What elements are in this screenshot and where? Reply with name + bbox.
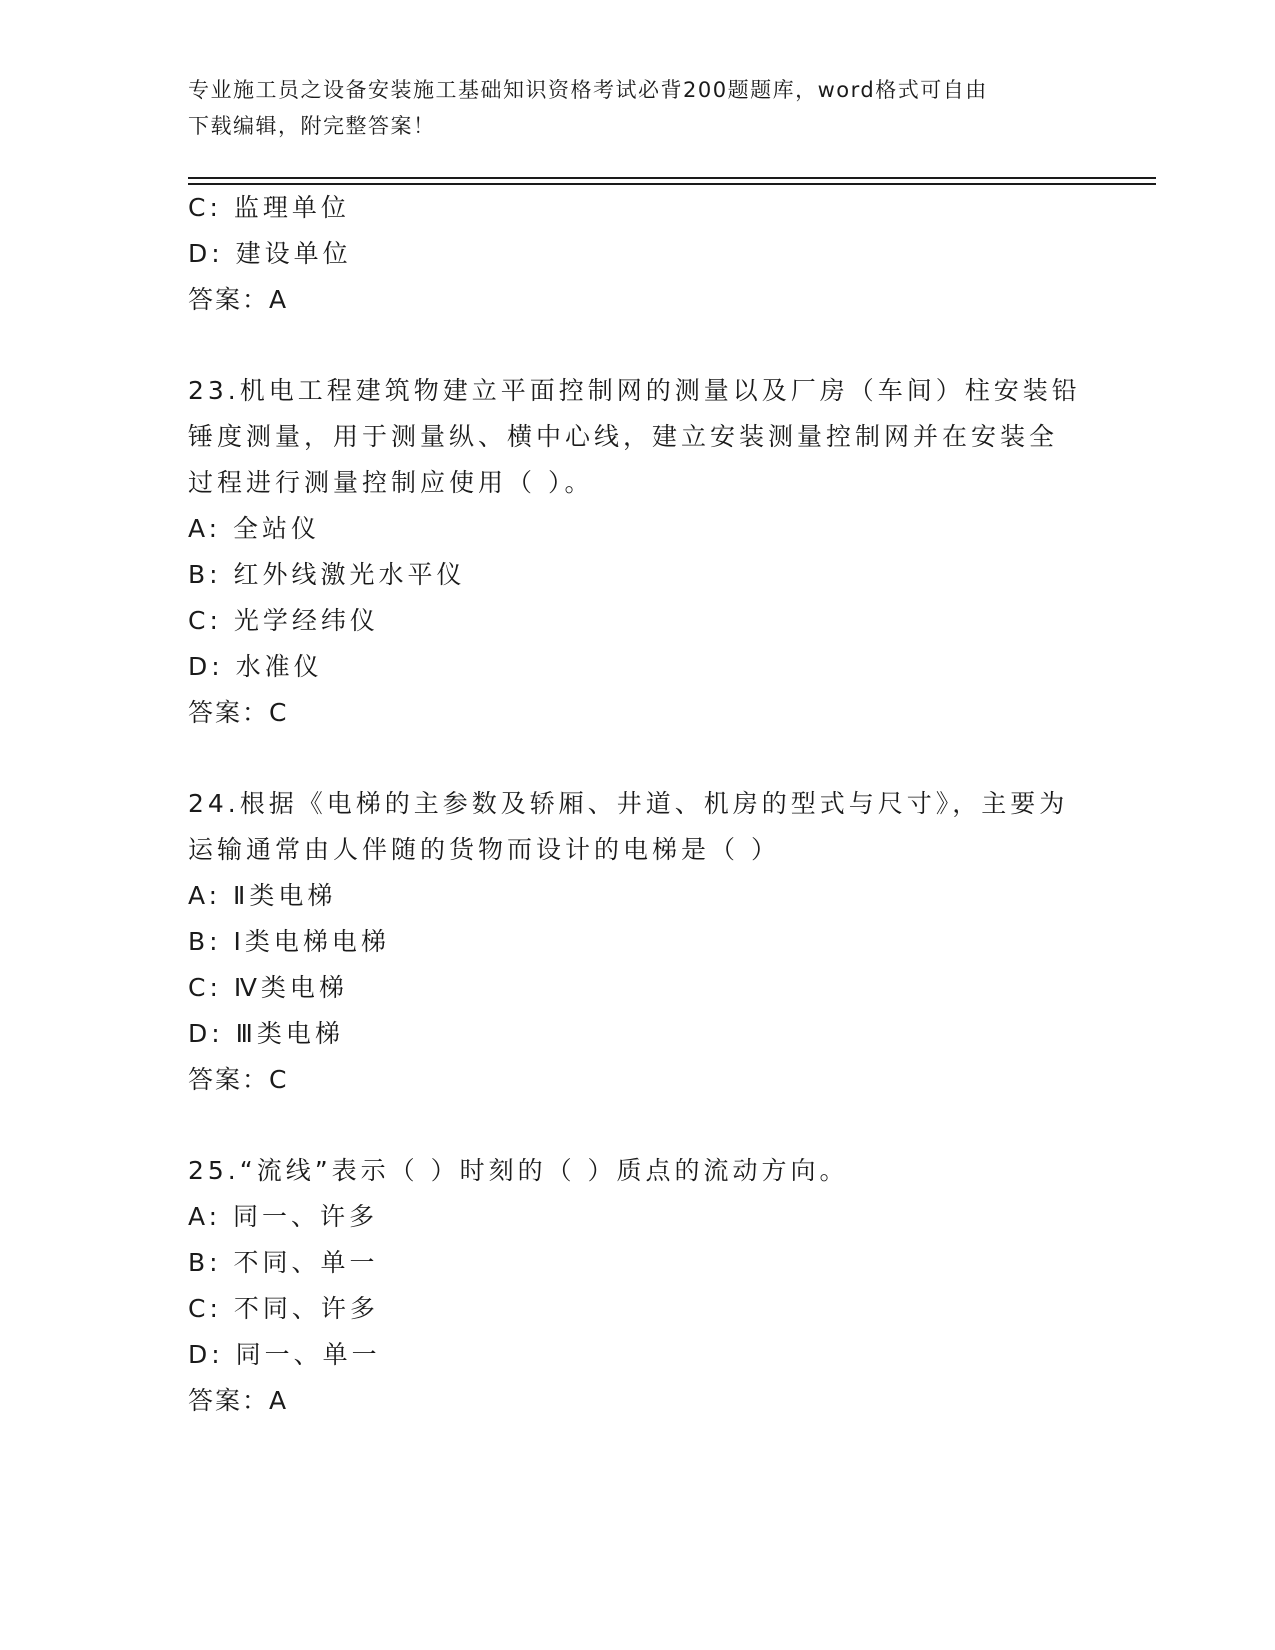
option-c: C: Ⅳ类电梯 bbox=[188, 973, 348, 1002]
question-stem-line: 24.根据《电梯的主参数及轿厢、井道、机房的型式与尺寸》，主要为 bbox=[188, 789, 1069, 818]
option-b: B: 不同、单一 bbox=[188, 1248, 379, 1277]
option-d: D: 水准仪 bbox=[188, 652, 323, 681]
question-stem-line: 过程进行测量控制应使用（ ）。 bbox=[188, 468, 594, 497]
question-25 bbox=[188, 1148, 1088, 1424]
option-b: B: 红外线激光水平仪 bbox=[188, 560, 466, 589]
option-a: A: 全站仪 bbox=[188, 514, 321, 543]
option-c: C: 监理单位 bbox=[188, 193, 350, 222]
question-spacer bbox=[188, 323, 1088, 368]
option-b: B: Ⅰ类电梯电梯 bbox=[188, 927, 390, 956]
question-spacer bbox=[188, 736, 1088, 781]
option-d: D: Ⅲ类电梯 bbox=[188, 1019, 344, 1048]
document-header bbox=[188, 72, 1088, 144]
option-d: D: 建设单位 bbox=[188, 239, 352, 268]
answer: 答案：C bbox=[188, 1065, 289, 1094]
option-d: D: 同一、单一 bbox=[188, 1340, 381, 1369]
option-a: A: Ⅱ类电梯 bbox=[188, 881, 337, 910]
question-list bbox=[188, 185, 1088, 1424]
answer: 答案：C bbox=[188, 698, 289, 727]
question-stem-line: 锤度测量，用于测量纵、横中心线，建立安装测量控制网并在安装全 bbox=[188, 422, 1059, 451]
question-22-tail bbox=[188, 185, 1088, 323]
question-23 bbox=[188, 368, 1088, 736]
question-stem-line: 运输通常由人伴随的货物而设计的电梯是（ ） bbox=[188, 835, 780, 864]
option-c: C: 不同、许多 bbox=[188, 1294, 379, 1323]
answer: 答案：A bbox=[188, 1386, 289, 1415]
question-stem-line: 25.“流线”表示（ ）时刻的（ ）质点的流动方向。 bbox=[188, 1156, 849, 1185]
option-a: A: 同一、许多 bbox=[188, 1202, 379, 1231]
header-line-2: 下载编辑，附完整答案！ bbox=[188, 114, 436, 138]
header-rule-top bbox=[188, 177, 1156, 179]
header-line-1: 专业施工员之设备安装施工基础知识资格考试必背200题题库，word格式可自由 bbox=[188, 78, 988, 102]
question-stem-line: 23.机电工程建筑物建立平面控制网的测量以及厂房（车间）柱安装铅 bbox=[188, 376, 1081, 405]
answer: 答案：A bbox=[188, 285, 289, 314]
option-c: C: 光学经纬仪 bbox=[188, 606, 379, 635]
question-spacer bbox=[188, 1103, 1088, 1148]
question-24 bbox=[188, 781, 1088, 1103]
